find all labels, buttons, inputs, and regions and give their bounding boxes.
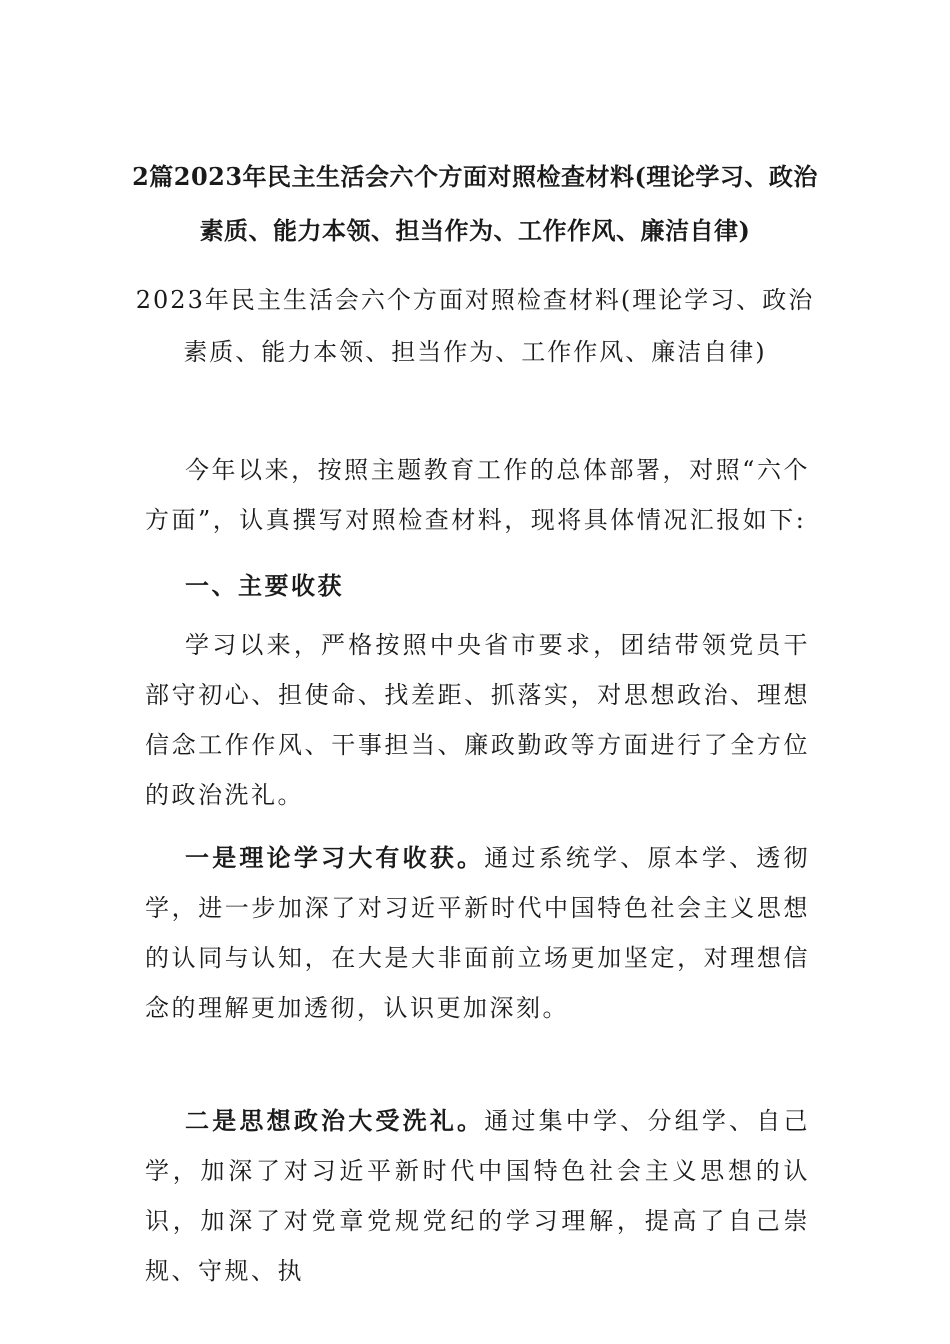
item-theory-study-body: 通过系统学、原本学、透彻学，进一步加深了对习近平新时代中国特色社会主义思想的认同与认知，在大是大非面前立场更加坚定，对理想信念的理解更加透彻，认识更加深刻。 (145, 844, 810, 1022)
gains-paragraph: 学习以来，严格按照中央省市要求，团结带领党员干部守初心、担使命、找差距、抓落实，对思想政治、理想信念工作作风、干事担当、廉政勤政等方面进行了全方位的政治洗礼。 (145, 631, 810, 809)
section-heading-main-gains: 一、主要收获 (185, 571, 344, 600)
item-political-thought-lead: 二是思想政治大受洗礼。 (185, 1106, 485, 1135)
document-title: 2篇2023年民主生活会六个方面对照检查材料(理论学习、政治素质、能力本领、担当作为、工作作风、廉洁自律) (132, 162, 818, 245)
intro-paragraph: 今年以来，按照主题教育工作的总体部署，对照“六个方面”，认真撰写对照检查材料，现将具体情况汇报如下: (145, 456, 810, 534)
item-theory-study (145, 833, 810, 1033)
document-subtitle: 2023年民主生活会六个方面对照检查材料(理论学习、政治素质、能力本领、担当作为、工作作风、廉洁自律) (135, 286, 815, 366)
item-political-thought (145, 1096, 810, 1296)
item-political-thought-body: 通过集中学、分组学、自己学，加深了对习近平新时代中国特色社会主义思想的认识，加深了对党章党规党纪的学习理解，提高了自己崇规、守规、执 (145, 1107, 810, 1285)
item-theory-study-lead: 一是理论学习大有收获。 (185, 843, 485, 872)
